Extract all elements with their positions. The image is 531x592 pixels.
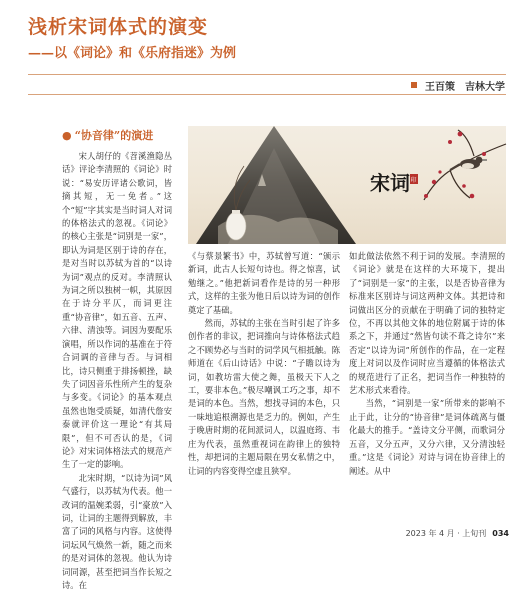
section-heading — [62, 127, 153, 143]
author-line — [411, 77, 505, 93]
paragraph: 然而，苏轼的主张在当时引起了许多创作者的非议，把词推向与诗体格法式趋之不顾势必与当时的词学风气相抵触。陈师道在《后山诗话》中说：“子瞻以诗为词，如教坊雷大使之舞，虽极天下人之工，要非本色。”极尽嘲讽工巧之事，却不是词的本色。当然，想找寻词的本色，只一味地追根溯源也是乏力的。例如，产生于晚唐时期的花间派词人，以温庭筠、韦庄为代表，虽然重视词在韵律上的独特性，却把词的主题局限在男女私情之中，让词的内容变得空虚且狭窄。 — [188, 318, 340, 476]
article-subtitle: ——以《词论》和《乐府指迷》为例 — [28, 46, 237, 61]
paragraph: 如此做法依然不利于词的发展。李清照的《词论》就是在这样的大环境下，提出了“词别是一家”的主张，以是否协音律为标准来区别诗与词这两种文体。其把诗和词做出区分的贡献在于明确了词的独特定位，不再以其他文体的地位附属于诗的体系之下，并通过“然皆句读不葺之诗尔”来否定“以诗为词”所创作的作品，在一定程度上对词以及作词时应当遵循的体格法式的规范进行了正名，把词当作一种独特的艺术形式来看待。 — [349, 251, 505, 396]
paragraph: 《与蔡景繁书》中，苏轼曾写道：“颁示新词，此古人长短句诗也。得之惊喜，试勉继之。”他把新词看作是诗的另一种形式，这样的主张为他日后以诗为词的创作奠定了基础。 — [188, 251, 340, 315]
article-title: 浅析宋词体式的演变 — [28, 16, 209, 38]
paragraph: 当然，“词别是一家”所带来的影响不止于此，让分的“协音律”是词体疏离与僵化最大的推手。“盖诗文分平侧，而歌词分五音，又分五声，又分六律，又分清浊轻重。”这是《词论》对诗与词在协音律上的阐述。从中 — [349, 398, 505, 476]
page-number: 034 — [492, 529, 509, 538]
illustration — [188, 126, 506, 244]
top-divider — [28, 74, 506, 75]
svg-text:宋词: 宋词 — [370, 171, 410, 195]
section-heading-text: “协音律”的演进 — [74, 129, 154, 142]
author-name: 王百策 吉林大学 — [425, 81, 505, 93]
ink-painting-icon — [188, 126, 506, 244]
svg-text:印: 印 — [410, 177, 417, 184]
text-column-1 — [62, 150, 172, 590]
paragraph: 北宋时期，“以诗为词”风气盛行，以苏轼为代表。他一改词的温婉柔弱，引“豪放”入词，让词的主题得到解放，丰富了词的风格与内容。这使得词坛风气焕然一新，随之而来的是对词体的忽视。他认为诗词同源，甚至把词当作长短之诗。在 — [62, 472, 172, 590]
section-bullet-icon: ● — [62, 129, 72, 142]
text-column-2 — [188, 250, 340, 518]
page-footer — [406, 528, 509, 539]
issue-date: 2023 年 4 月 · 上旬刊 — [405, 529, 487, 538]
bottom-divider — [28, 94, 506, 95]
author-marker-icon — [411, 82, 417, 88]
paragraph: 宋人胡仔的《苕溪渔隐丛话》评论李清照的《词论》时说：“易安历评诸公歌词，皆摘其短，无一免者。”这个“短”字其实是当时词人对词的体格法式的忽视。《词论》的核心主张是“词别是一家”，即认为词是区别于诗的存在，是对当时以苏轼为首的“以诗为词”观点的反对。李清照认为词之所以独树一帜，其原因在于诗分平仄，而词更注重“协音律”，如五音、五声、六律、清浊等。词因为要配乐演唱，所以作词的基准在于符合词调的音律与否。与词相比，诗只侧重于排扬顿挫，缺失了词因音乐性所产生的复杂与多变。《词论》的基本观点虽然也饱受质疑，如清代詹安泰就评价这一理论“有其局限”，但不可否认的是，《词论》对宋词体格法式的规范产生了一定的影响。 — [62, 151, 172, 470]
text-column-3 — [349, 250, 505, 518]
